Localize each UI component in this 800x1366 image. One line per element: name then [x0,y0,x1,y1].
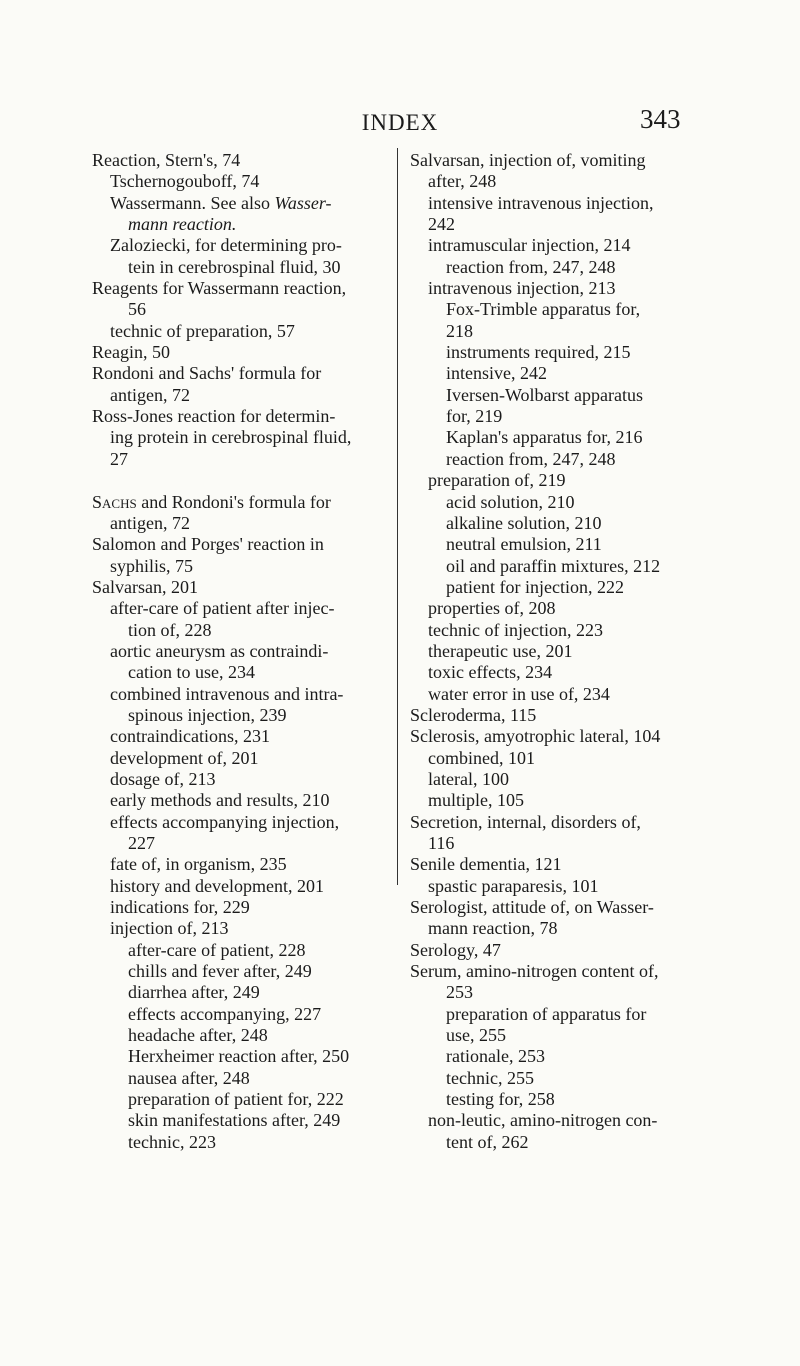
cross-reference: mann reaction. [128,214,237,235]
index-subsubentry: technic, 255 [446,1067,534,1088]
index-continuation: syphilis, 75 [110,555,194,576]
index-continuation: ing protein in cerebrospinal fluid, [110,427,352,448]
index-subsubentry: diarrhea after, 249 [128,982,260,1003]
index-entry [92,492,392,513]
index-subsubentry: oil and paraffin mixtures, 212 [446,555,661,576]
column-divider [397,148,398,885]
index-subentry: technic of injection, 223 [428,619,603,640]
index-subentry: intensive intravenous injection, [428,192,654,213]
index-continuation: for, 219 [446,406,503,427]
index-entry: Reagents for Wassermann reaction, [92,278,347,299]
index-continuation: spinous injection, 239 [128,704,287,725]
index-subsubentry: headache after, 248 [128,1025,268,1046]
index-entry: Reagin, 50 [92,342,170,363]
index-subsubentry: nausea after, 248 [128,1067,250,1088]
index-subentry: injection of, 213 [110,918,229,939]
index-entry: Serology, 47 [410,939,501,960]
index-subentry: spastic paraparesis, 101 [428,875,599,896]
index-entry: Serologist, attitude of, on Wasser- [410,897,654,918]
index-continuation: antigen, 72 [110,384,190,405]
index-subentry: preparation of, 219 [428,470,566,491]
index-subentry: non-leutic, amino-nitrogen con- [428,1110,658,1131]
index-subsubentry: preparation of apparatus for [446,1003,647,1024]
index-entry: Salomon and Porges' reaction in [92,534,324,555]
index-subsubentry: testing for, 258 [446,1089,555,1110]
index-continuation: 116 [428,833,455,853]
index-subsubentry: Iversen-Wolbarst apparatus [446,384,643,405]
index-subentry: technic of preparation, 57 [110,320,295,341]
index-entry: Sclerosis, amyotrophic lateral, 104 [410,726,661,747]
index-subentry: Zaloziecki, for determining pro- [110,235,342,256]
index-subentry: development of, 201 [110,747,259,768]
index-subsubentry: Fox-Trimble apparatus for, [446,299,641,320]
index-subentry: intramuscular injection, 214 [428,235,631,256]
index-subsubentry: reaction from, 247, 248 [446,256,616,277]
index-subentry: combined intravenous and intra- [110,683,344,704]
index-text: and Rondoni's formula for [141,491,331,512]
index-entry: Salvarsan, 201 [92,576,198,597]
index-continuation: tein in cerebrospinal fluid, 30 [128,256,341,277]
index-continuation: 56 [128,299,146,320]
index-entry: Reaction, Stern's, 74 [92,150,241,170]
index-subentry: after-care of patient after injec- [110,598,335,619]
index-column-left [92,150,392,1153]
index-subsubentry: skin manifestations after, 249 [128,1110,341,1131]
index-entry: Senile dementia, 121 [410,854,562,875]
index-subsubentry: reaction from, 247, 248 [446,448,616,469]
index-subentry: fate of, in organism, 235 [110,854,287,875]
index-subsubentry: Herxheimer reaction after, 250 [128,1046,350,1067]
index-subsubentry: neutral emulsion, 211 [446,534,602,555]
index-subsubentry: preparation of patient for, 222 [128,1089,344,1110]
index-continuation: tion of, 228 [128,619,212,640]
index-column-right [410,150,710,1153]
index-subentry: intravenous injection, 213 [428,278,616,299]
page-title: INDEX [361,110,439,135]
section-gap [92,470,392,491]
index-subsubentry: acid solution, 210 [446,491,575,512]
index-subentry: contraindications, 231 [110,726,270,747]
index-subsubentry: effects accompanying, 227 [128,1003,322,1024]
index-subsubentry: chills and fever after, 249 [128,961,312,982]
index-entry: Secretion, internal, disorders of, [410,811,641,832]
index-entry: Scleroderma, 115 [410,704,537,725]
index-entry: Rondoni and Sachs' formula for [92,363,322,384]
index-continuation [92,214,392,235]
index-subentry: Tschernogouboff, 74 [110,171,260,192]
index-continuation: 242 [428,214,455,235]
index-continuation: antigen, 72 [110,512,190,533]
index-subentry: early methods and results, 210 [110,790,330,811]
index-subentry: therapeutic use, 201 [428,640,573,661]
index-subentry: history and development, 201 [110,875,324,896]
index-continuation: 218 [446,320,473,341]
index-subentry: dosage of, 213 [110,768,216,789]
index-text: Wassermann. See also [110,192,271,213]
index-subentry: properties of, 208 [428,598,556,619]
index-subentry: indications for, 229 [110,897,250,918]
page-number: 343 [640,104,681,134]
index-subentry: effects accompanying injection, [110,811,340,832]
index-subentry: lateral, 100 [428,768,509,789]
cross-reference: Wasser- [274,192,332,213]
index-subentry: aortic aneurysm as contraindi- [110,640,329,661]
index-continuation: use, 255 [446,1025,506,1046]
index-continuation: cation to use, 234 [128,662,255,683]
index-subentry [92,193,392,214]
index-subsubentry: alkaline solution, 210 [446,512,602,533]
index-subentry: combined, 101 [428,747,535,768]
index-entry: Serum, amino-nitrogen content of, [410,961,659,982]
index-subsubentry: patient for injection, 222 [446,576,624,597]
index-continuation: mann reaction, 78 [428,918,558,939]
index-subentry: water error in use of, 234 [428,683,610,704]
index-subsubentry: after-care of patient, 228 [128,939,306,960]
index-continuation: 227 [128,833,155,853]
index-subsubentry: rationale, 253 [446,1046,545,1067]
index-headword: Sachs [92,491,137,512]
index-continuation: 27 [110,448,128,469]
index-subsubentry: intensive, 242 [446,363,547,384]
index-subsubentry: instruments required, 215 [446,342,631,363]
index-subentry: toxic effects, 234 [428,662,553,683]
index-continuation: after, 248 [428,171,497,192]
index-entry: Salvarsan, injection of, vomiting [410,150,646,170]
index-continuation: 253 [446,982,473,1003]
index-entry: Ross-Jones reaction for determin- [92,406,336,427]
index-subsubentry: Kaplan's apparatus for, 216 [446,427,643,448]
index-subentry: multiple, 105 [428,790,524,811]
index-subsubentry: technic, 223 [128,1131,216,1152]
index-continuation: tent of, 262 [446,1131,529,1152]
